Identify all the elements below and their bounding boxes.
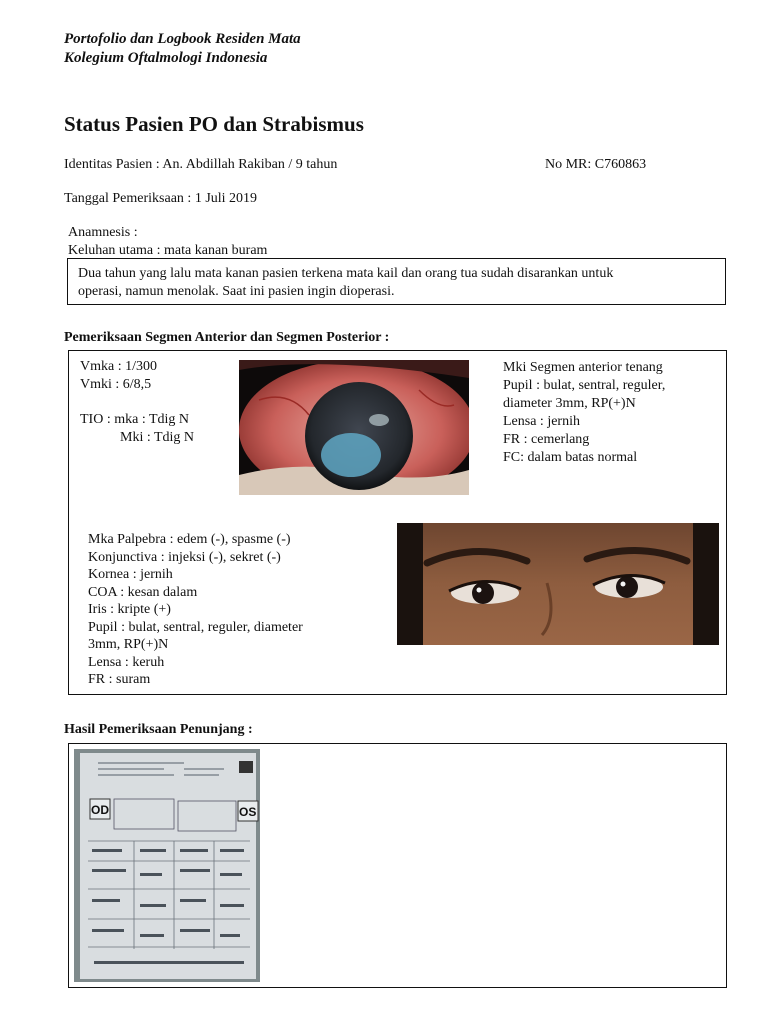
vmka: Vmka : 1/300 (80, 359, 157, 374)
od-label: OD (91, 803, 109, 817)
mka-line-6: Pupil : bulat, sentral, reguler, diameter (88, 619, 303, 635)
support-heading: Hasil Pemeriksaan Penunjang : (64, 722, 253, 737)
scan-report-photo (74, 749, 260, 982)
mka-line-5: Iris : kripte (+) (88, 602, 171, 617)
mka-line-8: Lensa : keruh (88, 654, 165, 670)
mka-line-7: 3mm, RP(+)N (88, 637, 169, 652)
mka-line-9: FR : suram (88, 672, 151, 687)
history-box (67, 258, 726, 305)
mka-line-1: Mka Palpebra : edem (-), spasme (-) (88, 532, 291, 547)
header-kolegium: Kolegium Oftalmologi Indonesia (64, 50, 268, 66)
history-line-2: operasi, namun menolak. Saat ini pasien ingin dioperasi. (78, 284, 395, 299)
page-title: Status Pasien PO dan Strabismus (64, 112, 364, 136)
face-photo (397, 523, 719, 645)
mki-line-5: FR : cemerlang (503, 432, 590, 447)
vmki: Vmki : 6/8,5 (80, 377, 152, 392)
chief-complaint: Keluhan utama : mata kanan buram (68, 243, 268, 258)
tio-mka: TIO : mka : Tdig N (80, 412, 190, 427)
eye-photo (239, 360, 469, 495)
mki-line-2: Pupil : bulat, sentral, reguler, (503, 378, 666, 393)
mki-line-3: diameter 3mm, RP(+)N (503, 396, 636, 411)
mki-line-1: Mki Segmen anterior tenang (503, 360, 663, 375)
anamnesis-label: Anamnesis : (68, 225, 138, 240)
tio-mki: Mki : Tdig N (120, 430, 195, 445)
mki-line-6: FC: dalam batas normal (503, 450, 638, 465)
exam-heading: Pemeriksaan Segmen Anterior dan Segmen Posterior : (64, 330, 390, 345)
exam-box (68, 350, 727, 695)
mka-line-2: Konjunctiva : injeksi (-), sekret (-) (88, 549, 281, 565)
header-portfolio: Portofolio dan Logbook Residen Mata (64, 31, 301, 47)
patient-identity: Identitas Pasien : An. Abdillah Rakiban / 9 tahun (64, 157, 338, 172)
history-line-1: Dua tahun yang lalu mata kanan pasien terkena mata kail dan orang tua sudah disarankan untuk (78, 266, 614, 281)
support-box (68, 743, 727, 988)
exam-date: Tanggal Pemeriksaan : 1 Juli 2019 (64, 191, 258, 206)
mka-line-3: Kornea : jernih (88, 567, 173, 582)
mki-line-4: Lensa : jernih (503, 414, 580, 429)
medical-record-number: No MR: C760863 (545, 157, 647, 172)
mka-line-4: COA : kesan dalam (88, 584, 198, 600)
os-label: OS (239, 805, 257, 819)
